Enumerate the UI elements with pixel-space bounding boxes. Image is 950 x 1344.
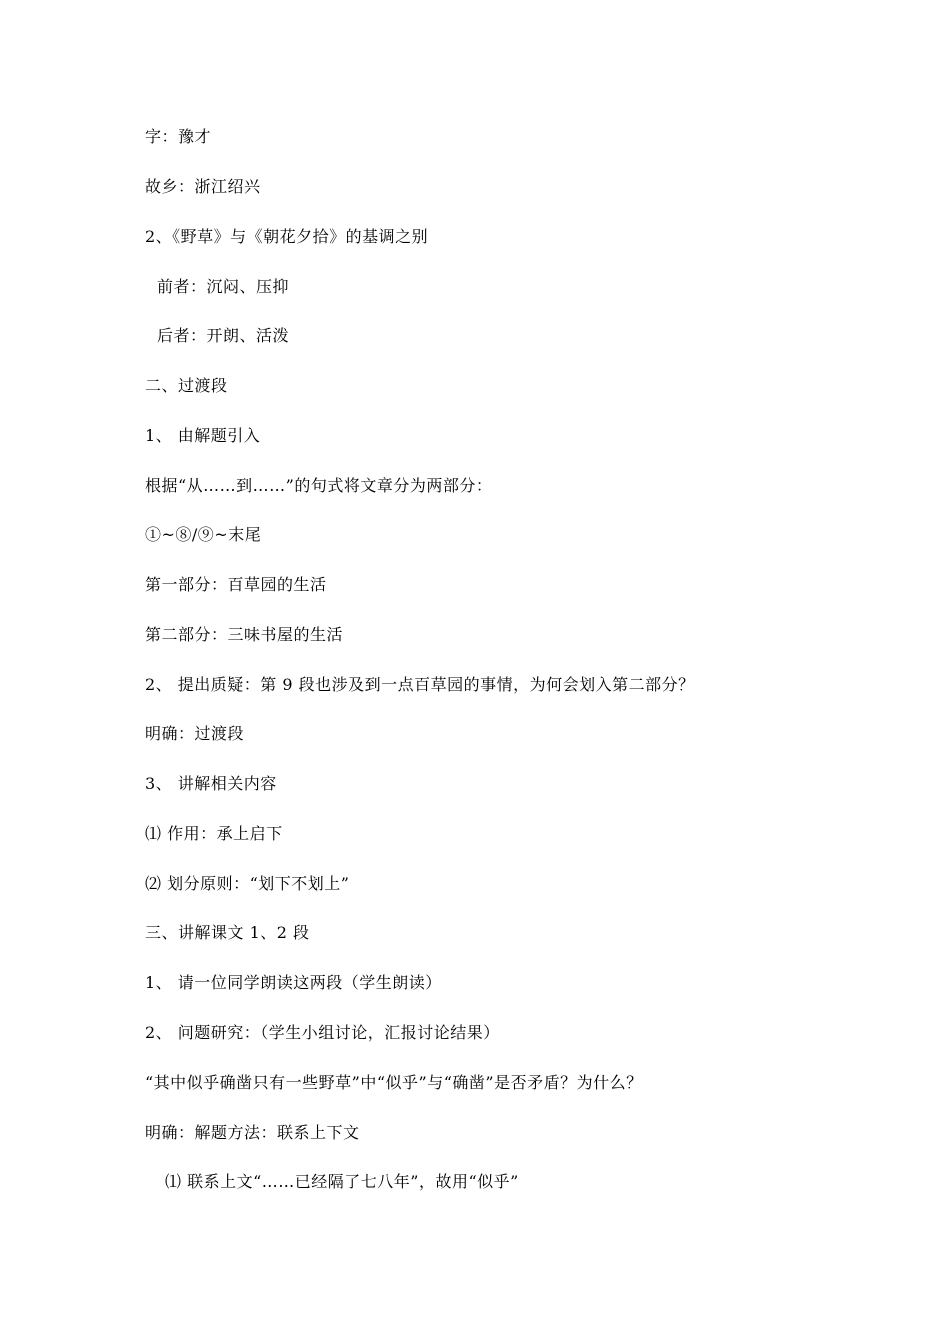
text-line: 3、 讲解相关内容 <box>145 774 277 793</box>
text-line: 2、 提出质疑：第 9 段也涉及到一点百草园的事情，为何会划入第二部分？ <box>145 675 695 694</box>
text-line: 1、 请一位同学朗读这两段（学生朗读） <box>145 973 442 992</box>
text-line: 故乡：浙江绍兴 <box>145 177 261 196</box>
text-line: 明确：解题方法：联系上下文 <box>145 1123 360 1142</box>
text-line: ①~⑧/⑨~末尾 <box>145 525 262 544</box>
text-line: ⑴ 作用：承上启下 <box>145 824 283 843</box>
text-line: “其中似乎确凿只有一些野草”中“似乎”与“确凿”是否矛盾？为什么？ <box>145 1073 643 1092</box>
section-heading: 二、过渡段 <box>145 376 228 395</box>
text-line: ⑴ 联系上文“……已经隔了七八年”，故用“似乎” <box>165 1172 519 1191</box>
text-line: 字：豫才 <box>145 127 212 146</box>
text-line: 2、《野草》与《朝花夕拾》的基调之别 <box>145 227 429 246</box>
section-heading: 三、讲解课文 1、2 段 <box>145 923 310 942</box>
text-line: 前者：沉闷、压抑 <box>157 277 290 296</box>
text-line: 第二部分：三味书屋的生活 <box>145 625 344 644</box>
text-line: 根据“从……到……”的句式将文章分为两部分： <box>145 476 493 495</box>
text-line: 1、 由解题引入 <box>145 426 261 445</box>
text-line: ⑵ 划分原则：“划下不划上” <box>145 874 350 893</box>
text-line: 明确：过渡段 <box>145 724 245 743</box>
text-line: 第一部分：百草园的生活 <box>145 575 327 594</box>
text-line: 2、 问题研究：（学生小组讨论，汇报讨论结果） <box>145 1023 500 1042</box>
text-line: 后者：开朗、活泼 <box>157 326 290 345</box>
